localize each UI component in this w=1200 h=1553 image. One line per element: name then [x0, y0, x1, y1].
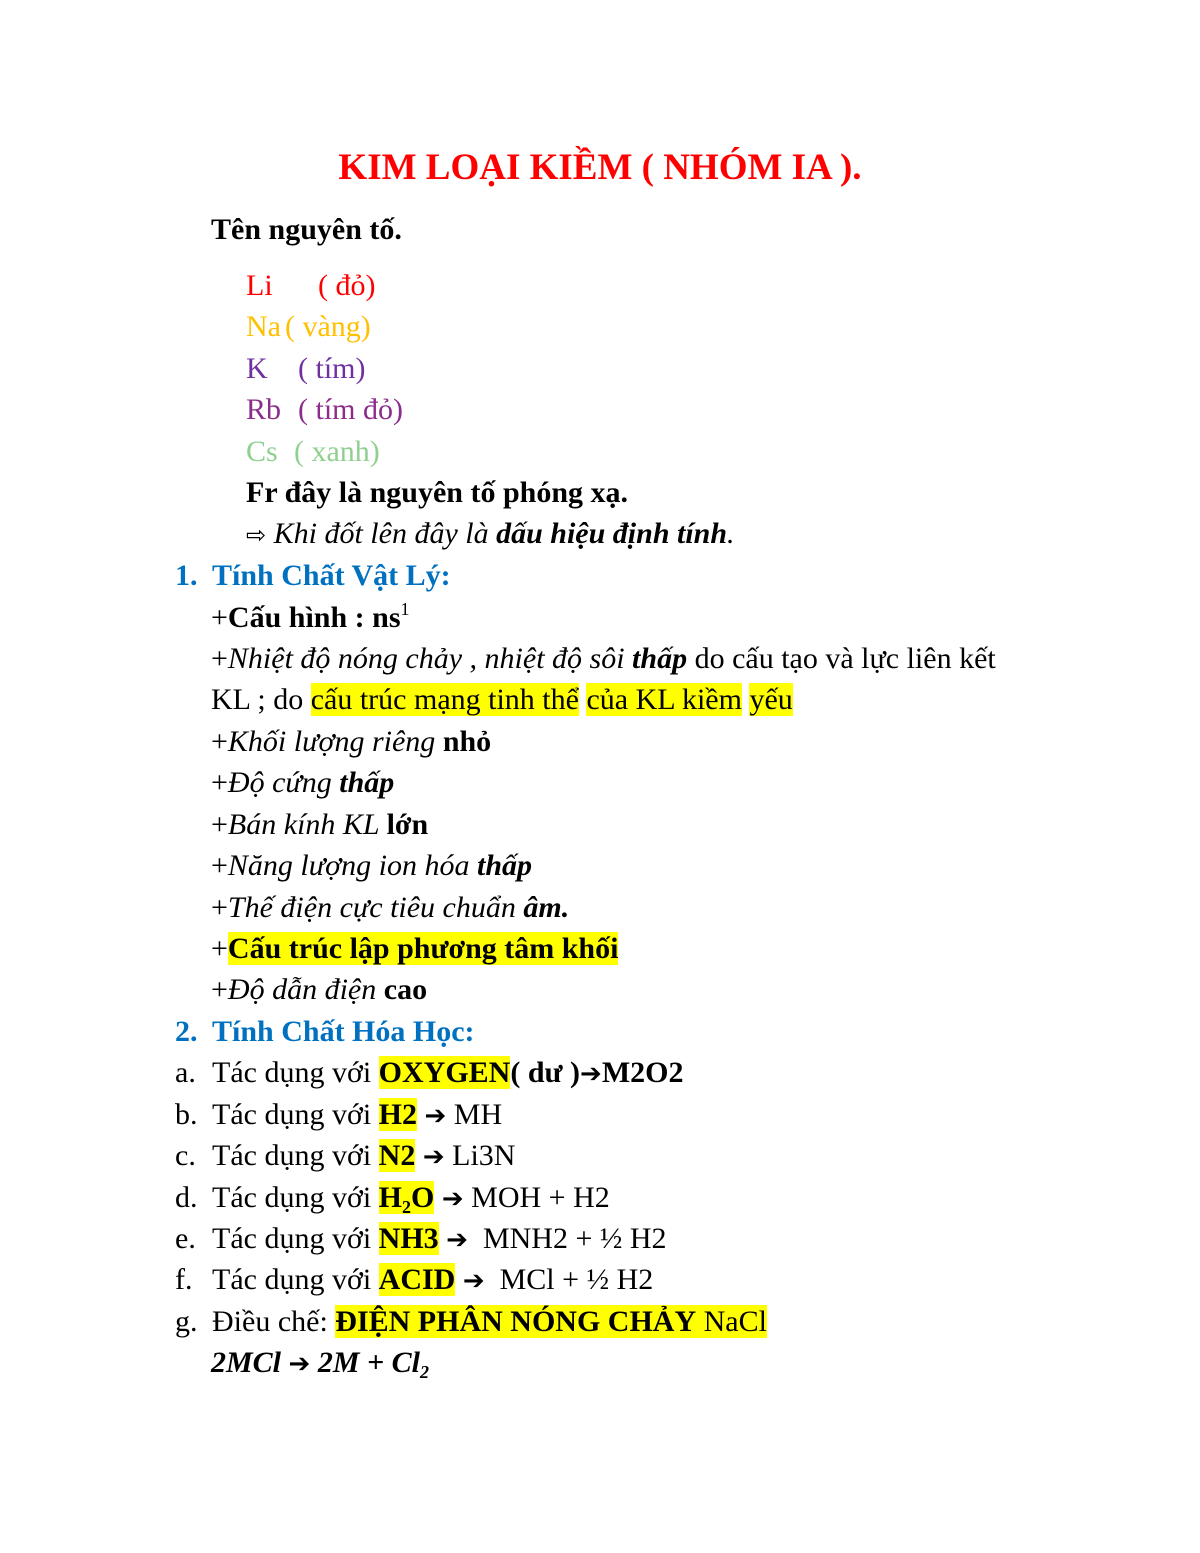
arrow-right-icon: ➔ [446, 1225, 468, 1255]
melting-line2-start: KL ; do [211, 683, 311, 716]
arrow-right-icon: ➔ [422, 1142, 445, 1172]
melting-line-2 [211, 682, 793, 718]
bullet-plus: + [211, 601, 228, 634]
element-color-name: ( xanh) [294, 435, 380, 468]
element-symbol: Cs [246, 435, 278, 468]
bullet-plus: + [211, 642, 228, 675]
reaction-c: c. Tác dụng với N2 ➔ Li3N [175, 1139, 516, 1172]
element-row-cs [246, 434, 380, 470]
element-symbol: K [246, 352, 268, 385]
melting-line-1 [211, 641, 996, 677]
element-row-k [246, 351, 366, 387]
elements-heading: Tên nguyên tố. [211, 213, 402, 246]
element-color-name: ( đỏ) [318, 269, 376, 302]
highlight-structure: Cấu trúc lập phương tâm khối [227, 932, 619, 965]
reaction-d: d. Tác dụng với $H_2O$ ➔ MOH + H2 [175, 1181, 610, 1217]
element-color-name: ( vàng) [285, 310, 371, 343]
radius-line: +Bán kính KL lớn [211, 808, 429, 841]
highlight-alkali: của KL kiềm [586, 683, 742, 716]
structure-line: +Cấu trúc lập phương tâm khối [211, 932, 619, 965]
highlight-water: $H_2O$ [378, 1181, 435, 1217]
element-row-li [246, 268, 375, 304]
highlight-weak: yếu [749, 683, 793, 716]
section2-heading [175, 1014, 475, 1050]
reaction-a: a. Tác dụng với OXYGEN( dư )➔M2O2 [175, 1056, 684, 1089]
element-symbol: Rb [246, 393, 282, 426]
flame-note-bold: dấu hiệu định tính [496, 517, 728, 550]
melting-rest: do cấu tạo và lực liên kết [687, 642, 996, 675]
fr-note: Fr đây là nguyên tố phóng xạ. [246, 476, 629, 509]
config-sup: 1 [400, 599, 410, 619]
flame-note-text: Khi đốt lên đây là [273, 517, 497, 550]
arrow-right-icon: ➔ [462, 1266, 485, 1296]
melting-italic: Nhiệt độ nóng chảy , nhiệt độ sôi [227, 642, 633, 675]
element-color-name: ( tím) [298, 352, 366, 385]
arrow-right-icon: ⇨ [246, 521, 267, 549]
arrow-right-icon: ➔ [580, 1059, 602, 1089]
page-title: KIM LOẠI KIỀM ( NHÓM IA ). [338, 147, 862, 188]
section2-title: Tính Chất Hóa Học: [212, 1015, 475, 1048]
arrow-right-icon: ➔ [441, 1184, 464, 1214]
hardness-line: +Độ cứng thấp [211, 766, 395, 799]
melting-bold: thấp [632, 642, 688, 675]
arrow-right-icon: ➔ [288, 1349, 311, 1379]
section1-heading [175, 558, 451, 594]
section2-number: 2. [175, 1015, 198, 1048]
element-symbol: Na [246, 310, 281, 343]
reaction-e: e. Tác dụng với NH3 ➔ MNH2 + ½ H2 [175, 1222, 667, 1255]
highlight-crystal: cấu trúc mạng tinh thể [310, 683, 579, 716]
electrolysis-equation: 2MCl ➔ $2M + Cl_2$ [211, 1346, 429, 1382]
config-line [211, 600, 410, 636]
reaction-b: b. Tác dụng với H2 ➔ MH [175, 1098, 503, 1131]
potential-line: +Thế điện cực tiêu chuẩn âm. [211, 891, 570, 924]
flame-note-end: . [727, 517, 735, 550]
reaction-g: g. Điều chế: ĐIỆN PHÂN NÓNG CHẢY NaCl [175, 1305, 767, 1338]
element-row-na [246, 309, 371, 345]
flame-note [246, 516, 735, 553]
element-symbol: Li [246, 269, 273, 302]
ionization-line: +Năng lượng ion hóa thấp [211, 849, 533, 882]
config-label: Cấu hình : ns [227, 601, 401, 634]
arrow-right-icon: ➔ [424, 1101, 447, 1131]
element-row-rb [246, 392, 403, 428]
density-line: +Khối lượng riêng nhỏ [211, 725, 492, 758]
reaction-f: f. Tác dụng với ACID ➔ MCl + ½ H2 [175, 1263, 654, 1296]
section1-number: 1. [175, 559, 198, 592]
conductivity-line: +Độ dẫn điện cao [211, 973, 428, 1006]
section1-title: Tính Chất Vật Lý: [212, 559, 451, 592]
highlight-electrolysis: ĐIỆN PHÂN NÓNG CHẢY NaCl [335, 1305, 767, 1338]
element-color-name: ( tím đỏ) [298, 393, 403, 426]
